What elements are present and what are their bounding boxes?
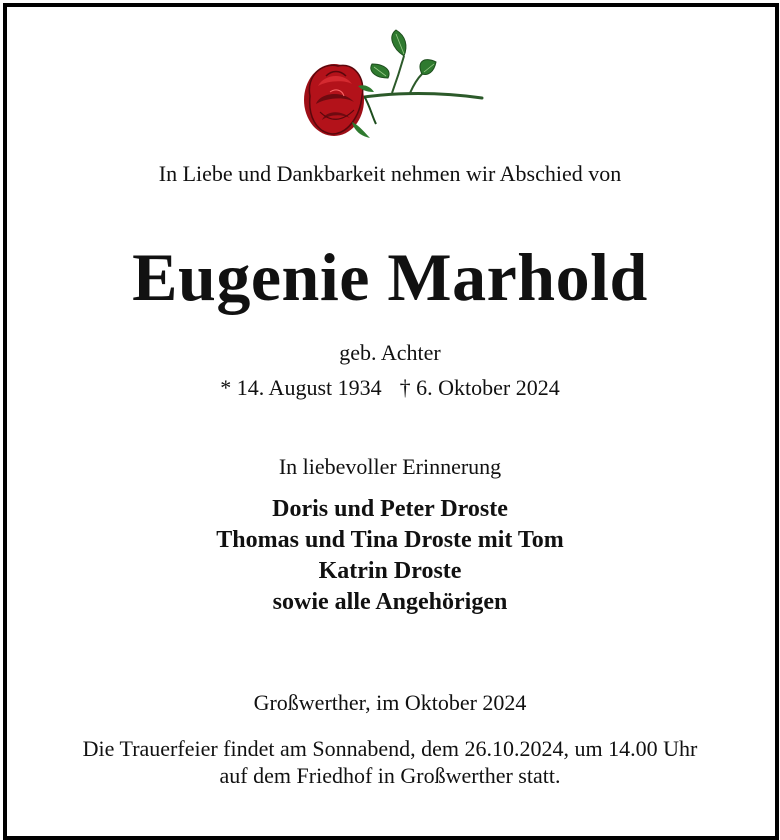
red-rose-icon — [300, 26, 490, 146]
funeral-info — [0, 735, 780, 789]
funeral-line: Die Trauerfeier findet am Sonnabend, dem 26.10.2024, um 14.00 Uhr — [82, 736, 698, 761]
deceased-name: Eugenie Marhold — [132, 239, 648, 315]
mourner-line: Thomas und Tina Droste mit Tom — [216, 527, 564, 553]
mourner-line: sowie alle Angehörigen — [272, 589, 508, 615]
mourner-line: Doris und Peter Droste — [272, 496, 508, 522]
birth-date: * 14. August 1934 — [220, 375, 382, 400]
memory-line: In liebevoller Erinnerung — [278, 454, 502, 479]
death-date: † 6. Oktober 2024 — [399, 375, 560, 400]
intro-text: In Liebe und Dankbarkeit nehmen wir Abschied von — [158, 161, 622, 186]
mourners-list — [0, 494, 780, 618]
place-date: Großwerther, im Oktober 2024 — [253, 690, 527, 715]
mourner-line: Katrin Droste — [318, 558, 462, 584]
life-dates — [0, 375, 780, 401]
funeral-line: auf dem Friedhof in Großwerther statt. — [219, 763, 561, 788]
maiden-name: geb. Achter — [339, 340, 441, 365]
